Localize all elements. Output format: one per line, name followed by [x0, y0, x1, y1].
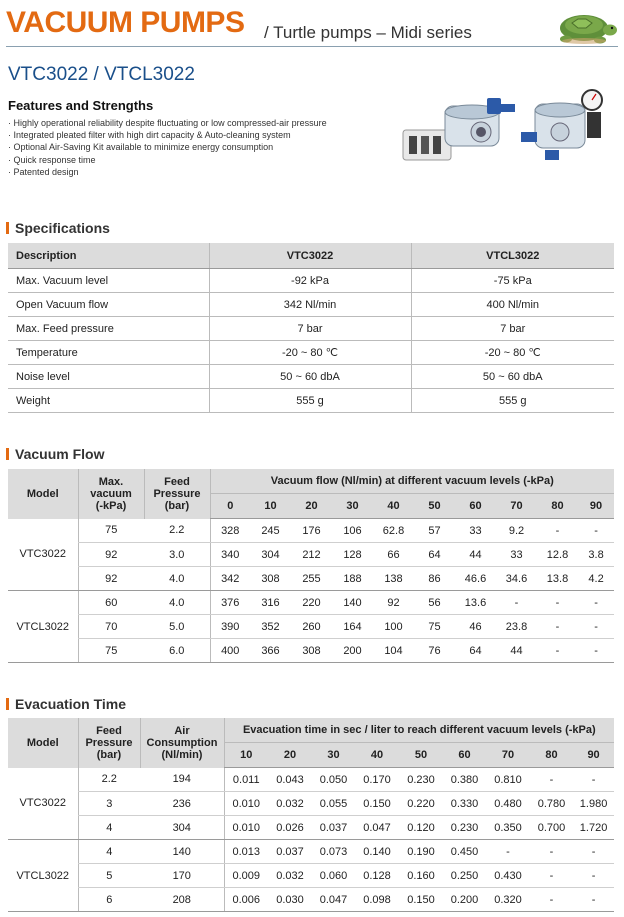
column-header: 0 [210, 494, 250, 519]
table-cell: 0.037 [312, 816, 355, 840]
specifications-heading: Specifications [6, 220, 110, 236]
table-cell: 4.0 [144, 591, 210, 615]
table-row [8, 365, 614, 389]
table-cell: Weight [8, 389, 209, 413]
table-row [8, 840, 614, 864]
column-header: VTC3022 [209, 243, 411, 269]
table-cell: 44 [496, 639, 537, 663]
table-cell: 0.043 [268, 768, 312, 792]
table-cell: 328 [210, 519, 250, 543]
table-cell: 23.8 [496, 615, 537, 639]
table-cell: 128 [332, 543, 373, 567]
table-cell: 34.6 [496, 567, 537, 591]
table-cell: 5 [78, 864, 140, 888]
table-cell: 0.010 [224, 816, 268, 840]
table-cell: 308 [250, 567, 291, 591]
turtle-icon [548, 4, 618, 46]
table-cell: - [537, 615, 578, 639]
table-cell: 57 [414, 519, 455, 543]
table-cell: 366 [250, 639, 291, 663]
table-cell: 376 [210, 591, 250, 615]
table-cell: 106 [332, 519, 373, 543]
table-cell: 400 [210, 639, 250, 663]
section-marker [6, 222, 9, 234]
table-cell: 316 [250, 591, 291, 615]
table-cell: 6 [78, 888, 140, 912]
table-cell: 342 [210, 567, 250, 591]
column-header: Model [8, 718, 78, 768]
table-cell: 0.230 [399, 768, 443, 792]
vacuum-flow-table [8, 469, 614, 663]
table-cell: 0.013 [224, 840, 268, 864]
column-header: Feed Pressure (bar) [78, 718, 140, 768]
page-header [6, 4, 618, 48]
table-cell: 100 [373, 615, 414, 639]
table-cell: 0.128 [355, 864, 399, 888]
table-cell: -92 kPa [209, 269, 411, 293]
table-row [8, 341, 614, 365]
table-cell: 170 [140, 864, 224, 888]
table-cell: 12.8 [537, 543, 578, 567]
table-cell: 0.032 [268, 792, 312, 816]
table-row [8, 864, 614, 888]
column-header: Air Consumption (Nl/min) [140, 718, 224, 768]
table-cell: 0.055 [312, 792, 355, 816]
table-cell: 0.120 [399, 816, 443, 840]
table-cell: 0.010 [224, 792, 268, 816]
table-row [8, 615, 614, 639]
column-header: Vacuum flow (Nl/min) at different vacuum levels (-kPa) [210, 469, 614, 494]
table-cell: 0.170 [355, 768, 399, 792]
table-cell: 140 [140, 840, 224, 864]
table-cell: 9.2 [496, 519, 537, 543]
table-row [8, 269, 614, 293]
column-header: 70 [496, 494, 537, 519]
section-marker [6, 448, 9, 460]
table-cell: 0.140 [355, 840, 399, 864]
table-cell: -75 kPa [411, 269, 614, 293]
table-cell: 245 [250, 519, 291, 543]
table-cell: 212 [291, 543, 332, 567]
table-cell: 3 [78, 792, 140, 816]
table-cell: 188 [332, 567, 373, 591]
table-cell: 555 g [209, 389, 411, 413]
column-header: 70 [486, 743, 530, 768]
table-cell: - [496, 591, 537, 615]
table-row [8, 389, 614, 413]
table-cell: 0.047 [312, 888, 355, 912]
table-cell: 555 g [411, 389, 614, 413]
table-cell: - [530, 840, 573, 864]
table-cell: 1.720 [573, 816, 614, 840]
feature-item: · Quick response time [8, 154, 96, 165]
column-header: 10 [224, 743, 268, 768]
table-cell: 4 [78, 840, 140, 864]
table-row [8, 591, 614, 615]
table-cell: - [578, 519, 614, 543]
column-header: 30 [332, 494, 373, 519]
table-row [8, 519, 614, 543]
table-cell: 75 [78, 519, 144, 543]
table-cell: 56 [414, 591, 455, 615]
table-cell: 194 [140, 768, 224, 792]
feature-item: · Optional Air-Saving Kit available to minimize energy consumption [8, 142, 274, 153]
table-cell: 0.011 [224, 768, 268, 792]
table-cell: 92 [78, 543, 144, 567]
features-title: Features and Strengths [8, 98, 154, 113]
table-cell: 308 [291, 639, 332, 663]
column-header: Feed Pressure (bar) [144, 469, 210, 519]
table-cell: 140 [332, 591, 373, 615]
table-row [8, 816, 614, 840]
table-cell: 6.0 [144, 639, 210, 663]
column-header: 60 [455, 494, 496, 519]
table-cell: 3.8 [578, 543, 614, 567]
column-header: 10 [250, 494, 291, 519]
section-marker [6, 698, 9, 710]
table-cell: 390 [210, 615, 250, 639]
table-cell: 4.2 [578, 567, 614, 591]
table-cell: 13.8 [537, 567, 578, 591]
column-header: 20 [268, 743, 312, 768]
table-cell: 5.0 [144, 615, 210, 639]
table-cell: - [530, 768, 573, 792]
table-cell: 0.700 [530, 816, 573, 840]
table-cell: 33 [455, 519, 496, 543]
table-cell: 92 [78, 567, 144, 591]
column-header: 30 [312, 743, 355, 768]
table-cell: 2.2 [78, 768, 140, 792]
model-cell: VTC3022 [8, 519, 78, 591]
table-cell: 104 [373, 639, 414, 663]
table-cell: 13.6 [455, 591, 496, 615]
table-cell: 7 bar [411, 317, 614, 341]
page-title: VACUUM PUMPS [6, 6, 245, 39]
table-cell: 352 [250, 615, 291, 639]
table-cell: 220 [291, 591, 332, 615]
vacuum-flow-heading: Vacuum Flow [6, 446, 104, 462]
table-cell: 0.098 [355, 888, 399, 912]
specifications-table [8, 243, 614, 413]
column-header: 20 [291, 494, 332, 519]
table-cell: 400 Nl/min [411, 293, 614, 317]
table-cell: 0.050 [312, 768, 355, 792]
table-cell: 64 [455, 639, 496, 663]
table-cell: 0.037 [268, 840, 312, 864]
model-heading: VTC3022 / VTCL3022 [8, 64, 195, 85]
column-header: 40 [373, 494, 414, 519]
table-cell: 342 Nl/min [209, 293, 411, 317]
column-header: Max. vacuum (-kPa) [78, 469, 144, 519]
table-cell: 75 [78, 639, 144, 663]
table-cell: 50 ~ 60 dbA [209, 365, 411, 389]
table-cell: 0.380 [443, 768, 486, 792]
table-cell: 33 [496, 543, 537, 567]
table-cell: 0.480 [486, 792, 530, 816]
table-cell: 0.150 [399, 888, 443, 912]
table-cell: 304 [250, 543, 291, 567]
table-cell: 75 [414, 615, 455, 639]
table-cell: - [573, 840, 614, 864]
header-row [8, 718, 614, 743]
table-cell: 0.150 [355, 792, 399, 816]
table-cell: - [530, 864, 573, 888]
feature-item: · Patented design [8, 166, 79, 177]
table-cell: Temperature [8, 341, 209, 365]
table-cell: 0.047 [355, 816, 399, 840]
header-row [8, 469, 614, 494]
table-cell: 64 [414, 543, 455, 567]
table-cell: Noise level [8, 365, 209, 389]
table-cell: 0.006 [224, 888, 268, 912]
table-cell: 0.030 [268, 888, 312, 912]
table-cell: 0.430 [486, 864, 530, 888]
table-row [8, 317, 614, 341]
table-cell: - [578, 591, 614, 615]
table-cell: Max. Vacuum level [8, 269, 209, 293]
table-cell: 164 [332, 615, 373, 639]
features-list [8, 117, 327, 178]
table-cell: 176 [291, 519, 332, 543]
table-cell: 138 [373, 567, 414, 591]
table-row [8, 567, 614, 591]
table-cell: - [573, 768, 614, 792]
model-cell: VTC3022 [8, 768, 78, 840]
table-cell: - [486, 840, 530, 864]
column-header: 40 [355, 743, 399, 768]
column-header: 60 [443, 743, 486, 768]
feature-item: · Integrated pleated filter with high dirt capacity & Auto-cleaning system [8, 130, 291, 141]
table-cell: Max. Feed pressure [8, 317, 209, 341]
page-subtitle: / Turtle pumps – Midi series [264, 23, 472, 42]
table-row [8, 639, 614, 663]
table-cell: - [537, 639, 578, 663]
column-header: Evacuation time in sec / liter to reach different vacuum levels (-kPa) [224, 718, 614, 743]
column-header: 90 [573, 743, 614, 768]
table-row [8, 293, 614, 317]
table-row [8, 768, 614, 792]
table-cell: 0.230 [443, 816, 486, 840]
table-cell: 0.200 [443, 888, 486, 912]
table-cell: 44 [455, 543, 496, 567]
table-cell: 70 [78, 615, 144, 639]
column-header: Model [8, 469, 78, 519]
table-cell: - [573, 864, 614, 888]
table-cell: 46.6 [455, 567, 496, 591]
table-cell: 0.810 [486, 768, 530, 792]
column-header: 50 [399, 743, 443, 768]
table-cell: 0.160 [399, 864, 443, 888]
table-cell: 3.0 [144, 543, 210, 567]
table-cell: 2.2 [144, 519, 210, 543]
table-cell: 260 [291, 615, 332, 639]
table-cell: 46 [455, 615, 496, 639]
table-cell: 0.073 [312, 840, 355, 864]
table-cell: 76 [414, 639, 455, 663]
column-header: VTCL3022 [411, 243, 614, 269]
evacuation-time-table [8, 718, 614, 912]
column-header: 90 [578, 494, 614, 519]
table-cell: 4 [78, 816, 140, 840]
table-cell: - [537, 519, 578, 543]
table-cell: 0.350 [486, 816, 530, 840]
table-cell: 0.220 [399, 792, 443, 816]
column-header: 80 [530, 743, 573, 768]
table-cell: 4.0 [144, 567, 210, 591]
table-cell: 0.009 [224, 864, 268, 888]
table-cell: 0.250 [443, 864, 486, 888]
table-cell: 0.032 [268, 864, 312, 888]
table-cell: -20 ~ 80 ℃ [411, 341, 614, 365]
table-cell: 208 [140, 888, 224, 912]
table-cell: 255 [291, 567, 332, 591]
table-cell: - [578, 615, 614, 639]
table-cell: 0.190 [399, 840, 443, 864]
table-cell: 60 [78, 591, 144, 615]
table-cell: 92 [373, 591, 414, 615]
model-cell: VTCL3022 [8, 840, 78, 912]
table-cell: 0.450 [443, 840, 486, 864]
product-image [395, 88, 620, 183]
table-cell: 86 [414, 567, 455, 591]
table-cell: - [573, 888, 614, 912]
table-cell: Open Vacuum flow [8, 293, 209, 317]
column-header: Description [8, 243, 209, 269]
table-row [8, 792, 614, 816]
table-cell: -20 ~ 80 ℃ [209, 341, 411, 365]
table-cell: 0.780 [530, 792, 573, 816]
table-cell: 340 [210, 543, 250, 567]
table-cell: 1.980 [573, 792, 614, 816]
table-cell: 50 ~ 60 dbA [411, 365, 614, 389]
table-cell: 66 [373, 543, 414, 567]
model-cell: VTCL3022 [8, 591, 78, 663]
table-cell: 7 bar [209, 317, 411, 341]
table-row [8, 888, 614, 912]
table-cell: 0.026 [268, 816, 312, 840]
header-divider [6, 46, 618, 47]
table-cell: 0.330 [443, 792, 486, 816]
table-cell: - [530, 888, 573, 912]
table-cell: 0.060 [312, 864, 355, 888]
evacuation-time-heading: Evacuation Time [6, 696, 126, 712]
feature-item: · Highly operational reliability despite fluctuating or low compressed-air pressure [8, 118, 327, 128]
column-header: 80 [537, 494, 578, 519]
table-cell: - [578, 639, 614, 663]
table-cell: 62.8 [373, 519, 414, 543]
table-cell: 0.320 [486, 888, 530, 912]
table-cell: 236 [140, 792, 224, 816]
table-row [8, 543, 614, 567]
table-cell: 200 [332, 639, 373, 663]
column-header: 50 [414, 494, 455, 519]
table-cell: - [537, 591, 578, 615]
table-cell: 304 [140, 816, 224, 840]
